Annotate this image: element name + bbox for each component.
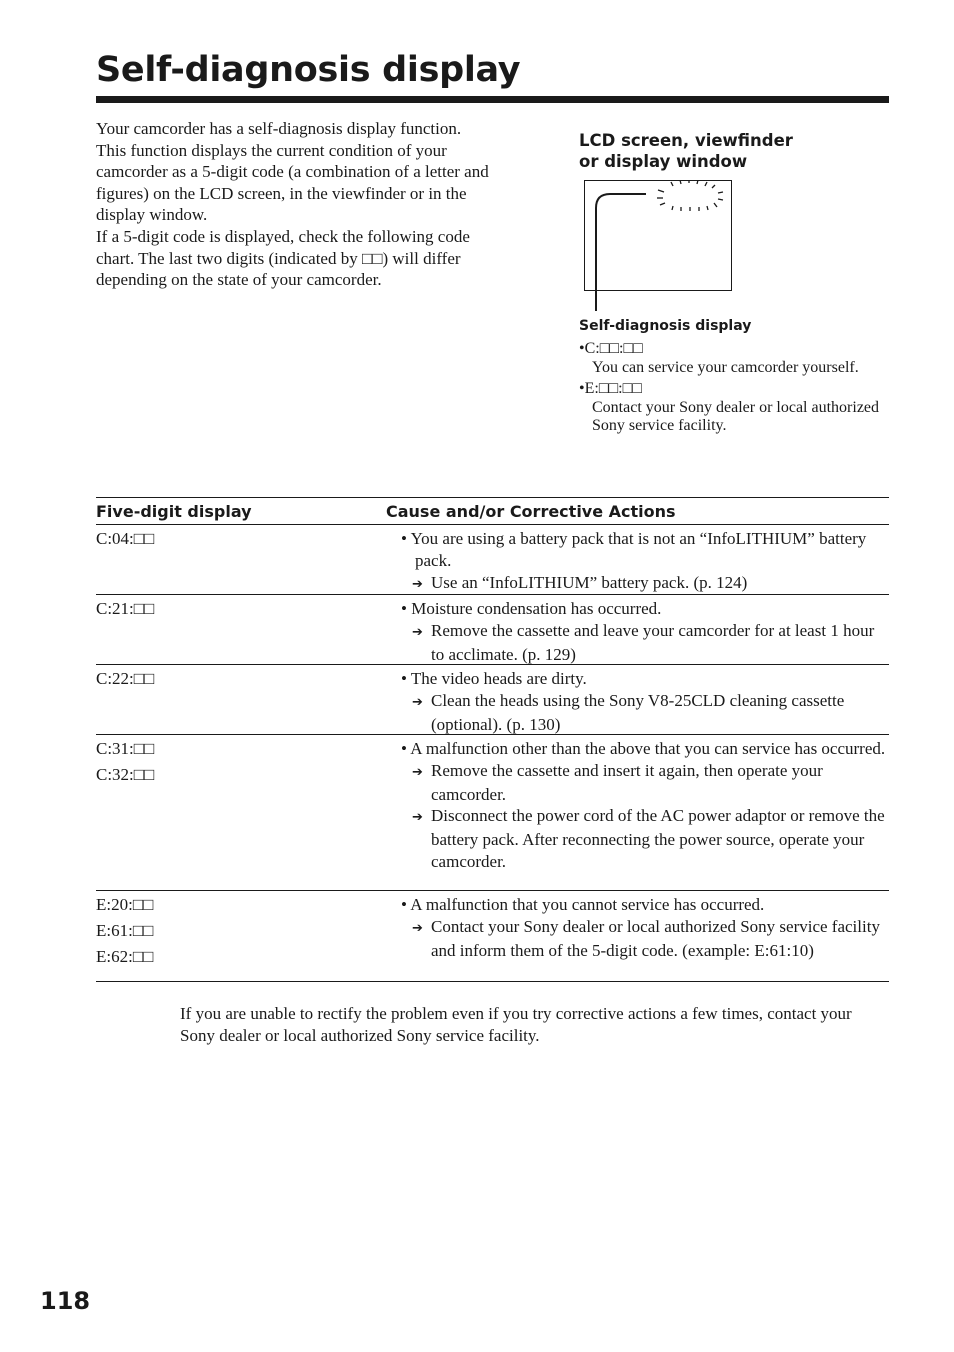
row-codes (96, 598, 386, 661)
code-cell: C:32:□□ (96, 764, 155, 784)
action-text: Remove the cassette and leave your camcorder for at least 1 hour to acclimate. (p. 129) (431, 620, 875, 664)
row-body (386, 598, 889, 664)
right-arrow-icon: ➔ (412, 576, 423, 592)
code-cell: C:31:□□ (96, 739, 155, 758)
row-body (386, 668, 889, 734)
code-cell: C:22:□□ (96, 669, 155, 688)
code-description: You can service your camcorder yourself. (592, 358, 859, 376)
header-five-digit-display: Five-digit display (96, 501, 252, 521)
page-title: Self-diagnosis display (96, 50, 521, 90)
table-row (96, 891, 889, 982)
blinking-indicator (657, 180, 723, 211)
action-text: Contact your Sony dealer or local authorized Sony service facility and inform them of the 5-digit code. (example: E:61:10) (431, 916, 880, 960)
cause-text: • A malfunction other than the above that you can service has occurred. (401, 739, 886, 758)
self-diagnosis-label: Self-diagnosis display (579, 318, 752, 334)
code-cell: C:04:□□ (96, 529, 155, 548)
code-cell: E:61:□□ (96, 920, 154, 940)
intro-text (96, 118, 511, 291)
code-format: •E:□□:□□ (579, 380, 642, 397)
row-body (386, 894, 889, 978)
table-row (96, 665, 889, 735)
action-item (386, 572, 889, 596)
intro-paragraph: Your camcorder has a self-diagnosis display function. (96, 119, 462, 138)
right-arrow-icon: ➔ (412, 624, 423, 640)
right-arrow-icon: ➔ (412, 694, 423, 710)
table-row (96, 735, 889, 891)
figure-caption: LCD screen, viewfinder or display window (579, 131, 793, 171)
action-text: Remove the cassette and insert it again, then operate your camcorder. (431, 760, 823, 804)
action-item (386, 690, 889, 736)
action-item (386, 916, 889, 962)
intro-paragraph: This function displays the current condition of your camcorder as a 5-digit code (a combination of a letter and figures) on the LCD screen, in the viewfinder or in the display window. (96, 140, 489, 225)
title-rule (96, 96, 889, 103)
table-header (96, 497, 889, 525)
action-item (386, 760, 889, 806)
intro-paragraph: If a 5-digit code is displayed, check the following code chart. The last two digits (indicated by □□) will differ depending on the state of your camcorder. (96, 226, 470, 290)
row-body (386, 528, 889, 591)
code-description: Contact your Sony dealer or local authorized Sony service facility. (592, 398, 880, 434)
row-body (386, 738, 889, 887)
code-cell: C:21:□□ (96, 599, 155, 618)
code-item (579, 380, 879, 436)
table-row (96, 525, 889, 595)
action-text: Use an “InfoLITHIUM” battery pack. (p. 124) (431, 572, 748, 592)
code-item (579, 340, 879, 377)
cause-text: • You are using a battery pack that is not an “InfoLITHIUM” battery pack. (401, 529, 867, 570)
right-arrow-icon: ➔ (412, 764, 423, 780)
row-codes (96, 528, 386, 591)
lcd-screen-frame (585, 181, 732, 291)
cause-text: • Moisture condensation has occurred. (401, 599, 662, 618)
code-format: •C:□□:□□ (579, 340, 643, 357)
action-text: Clean the heads using the Sony V8-25CLD cleaning cassette (optional). (p. 130) (431, 690, 845, 734)
code-cell: E:20:□□ (96, 895, 154, 914)
code-chart-table (96, 497, 889, 982)
action-text: Disconnect the power cord of the AC power adaptor or remove the battery pack. After reconnecting the power source, operate your camcorder. (431, 806, 885, 871)
code-cell: E:62:□□ (96, 946, 154, 966)
page-number: 118 (40, 1287, 91, 1315)
code-list (579, 340, 879, 439)
footnote: If you are unable to rectify the problem even if you try corrective actions a few times, contact your Sony dealer or local authorized Sony service facility. (180, 1004, 852, 1045)
right-arrow-icon: ➔ (412, 920, 423, 936)
leader-line (596, 194, 646, 311)
cause-text: • The video heads are dirty. (401, 669, 587, 688)
right-arrow-icon: ➔ (412, 810, 423, 826)
cause-text: • A malfunction that you cannot service has occurred. (401, 895, 765, 914)
action-item (386, 620, 889, 666)
row-codes (96, 668, 386, 731)
table-row (96, 595, 889, 665)
lcd-screen-illustration (584, 180, 734, 312)
header-cause-actions: Cause and/or Corrective Actions (386, 501, 676, 521)
action-item (386, 805, 889, 872)
display-figure (579, 130, 880, 434)
row-codes (96, 894, 386, 978)
row-codes (96, 738, 386, 887)
